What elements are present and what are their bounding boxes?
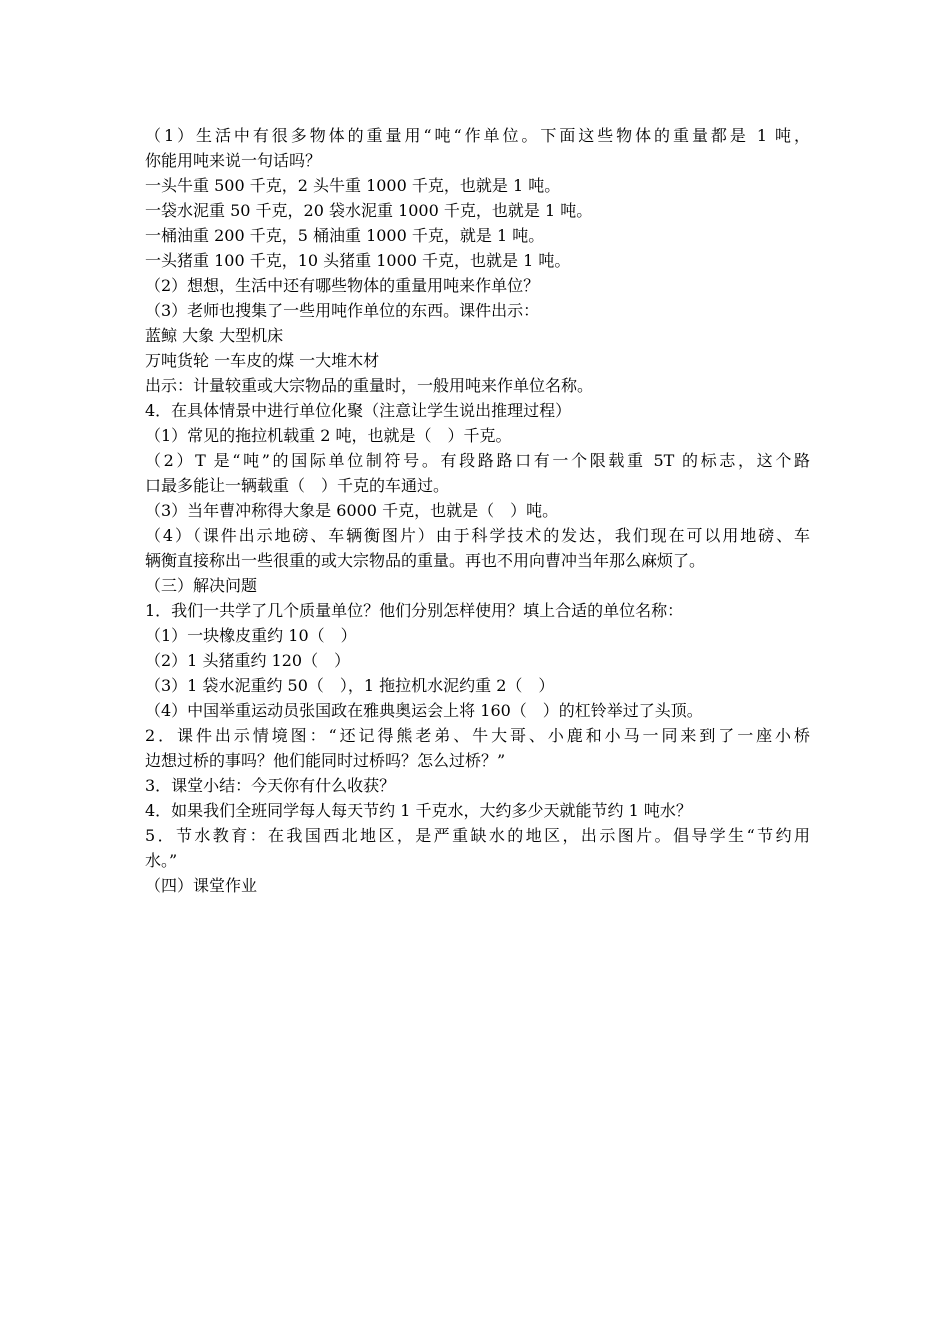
text-line: （1）一块橡皮重约 10（ ） — [145, 626, 357, 645]
text-line: 4．如果我们全班同学每人每天节约 1 千克水，大约多少天就能节约 1 吨水？ — [145, 801, 692, 820]
text-line: （2）1 头猪重约 120（ ） — [145, 651, 351, 670]
text-line: （1）常见的拖拉机载重 2 吨，也就是（ ）千克。 — [145, 426, 512, 445]
text-line: 万吨货轮 一车皮的煤 一大堆木材 — [145, 351, 380, 370]
text-line: （1）生活中有很多物体的重量用“吨“作单位。下面这些物体的重量都是 1 吨， — [145, 126, 810, 145]
text-line: 一袋水泥重 50 千克，20 袋水泥重 1000 千克，也就是 1 吨。 — [145, 201, 593, 220]
text-line: 水。” — [145, 851, 178, 870]
text-line: 2．课件出示情境图：“还记得熊老弟、牛大哥、小鹿和小马一同来到了一座小桥 — [145, 726, 810, 745]
text-line: （3）1 袋水泥重约 50（ ），1 拖拉机水泥约重 2（ ） — [145, 676, 555, 695]
section-heading: （四）课堂作业 — [145, 876, 258, 895]
text-line: （3）老师也搜集了一些用吨作单位的东西。课件出示： — [145, 301, 540, 320]
text-line: 一头牛重 500 千克，2 头牛重 1000 千克，也就是 1 吨。 — [145, 176, 561, 195]
text-line: （4）中国举重运动员张国政在雅典奥运会上将 160（ ）的杠铃举过了头顶。 — [145, 701, 703, 720]
text-line: 口最多能让一辆载重（ ）千克的车通过。 — [145, 476, 450, 495]
text-line: （3）当年曹冲称得大象是 6000 千克，也就是（ ）吨。 — [145, 501, 559, 520]
text-line: 1．我们一共学了几个质量单位？他们分别怎样使用？填上合适的单位名称： — [145, 601, 684, 620]
document-body — [145, 123, 810, 898]
text-line: 出示：计量较重或大宗物品的重量时，一般用吨来作单位名称。 — [145, 376, 594, 395]
text-line: 边想过桥的事吗？他们能同时过桥吗？怎么过桥？” — [145, 751, 506, 770]
text-line: （4）（课件出示地磅、车辆衡图片）由于科学技术的发达，我们现在可以用地磅、车 — [145, 526, 810, 545]
text-line: 辆衡直接称出一些很重的或大宗物品的重量。再也不用向曹冲当年那么麻烦了。 — [145, 551, 706, 570]
text-line: 5．节水教育：在我国西北地区，是严重缺水的地区，出示图片。倡导学生“节约用 — [145, 826, 810, 845]
section-heading: 4．在具体情景中进行单位化聚（注意让学生说出推理过程） — [145, 401, 572, 420]
text-line: （2）T 是“吨”的国际单位制符号。有段路路口有一个限载重 5T 的标志，这个路 — [145, 451, 810, 470]
text-line: 3．课堂小结：今天你有什么收获？ — [145, 776, 396, 795]
text-line: 蓝鲸 大象 大型机床 — [145, 326, 284, 345]
text-line: 你能用吨来说一句话吗？ — [145, 151, 322, 170]
text-line: 一头猪重 100 千克，10 头猪重 1000 千克，也就是 1 吨。 — [145, 251, 571, 270]
text-line: 一桶油重 200 千克，5 桶油重 1000 千克，就是 1 吨。 — [145, 226, 545, 245]
text-line: （2）想想，生活中还有哪些物体的重量用吨来作单位？ — [145, 276, 540, 295]
section-heading: （三）解决问题 — [145, 576, 258, 595]
